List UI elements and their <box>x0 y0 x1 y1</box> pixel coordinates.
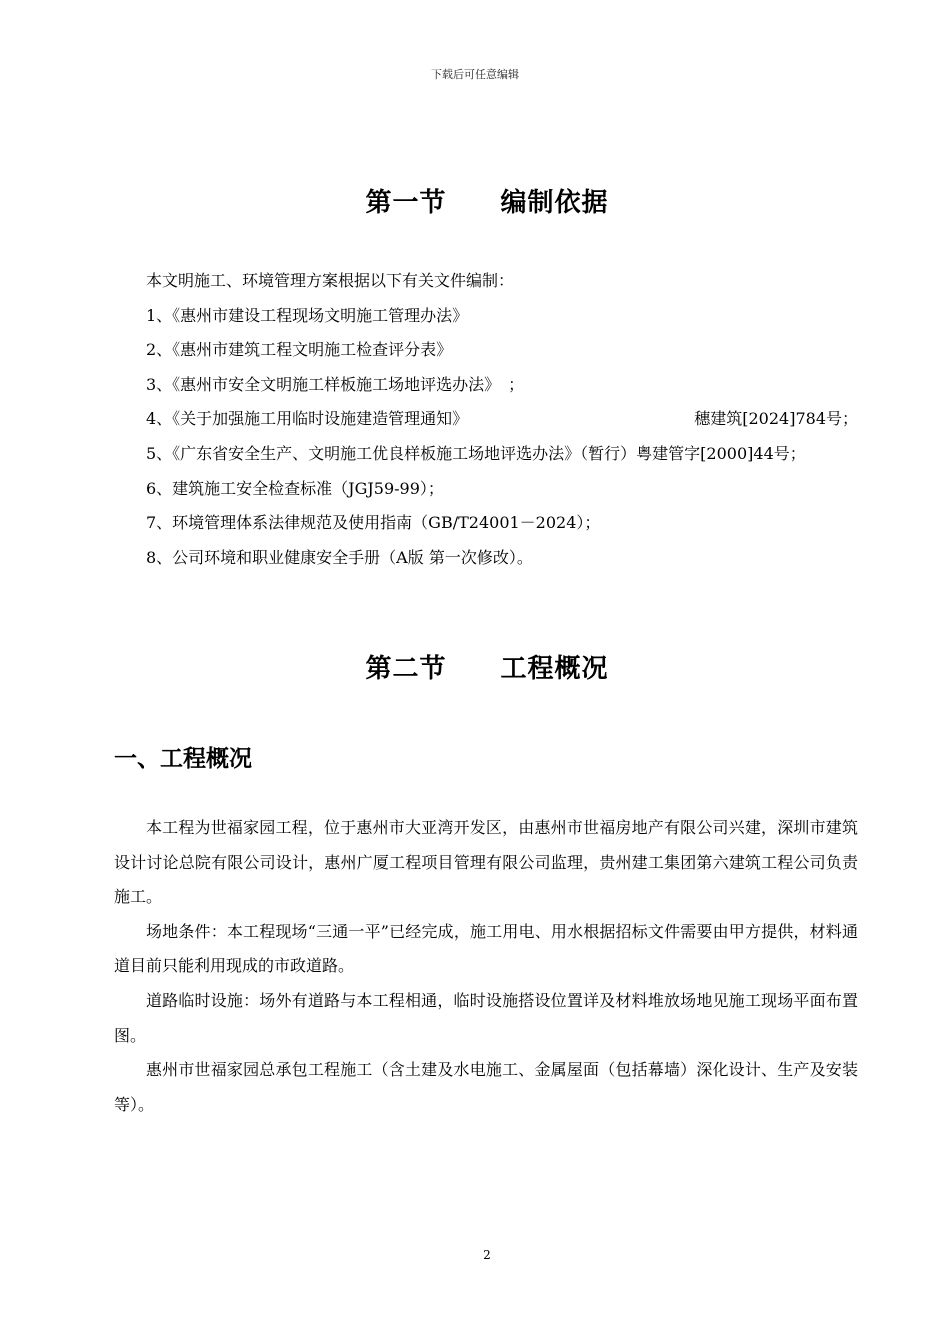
overview-body <box>114 811 858 1122</box>
overview-paragraph-2: 场地条件：本工程现场“三通一平”已经完成，施工用电、用水根据招标文件需要由甲方提供，材料通道目前只能利用现成的市政道路。 <box>114 921 858 976</box>
basis-item-8: 8、公司环境和职业健康安全手册（A版 第一次修改）。 <box>146 547 533 567</box>
overview-paragraph-1: 本工程为世福家园工程，位于惠州市大亚湾开发区，由惠州市世福房地产有限公司兴建，深圳市建筑设计讨论总院有限公司设计，惠州广厦工程项目管理有限公司监理，贵州建工集团第六建筑工程公司负责施工。 <box>114 818 858 907</box>
basis-item-7: 7、环境管理体系法律规范及使用指南（GB/T24001－2024）； <box>146 513 601 533</box>
basis-item-4-row <box>114 402 858 437</box>
basis-intro: 本文明施工、环境管理方案根据以下有关文件编制： <box>146 271 515 290</box>
page-header-note: 下载后可任意编辑 <box>431 68 519 81</box>
basis-item-1: 1、《惠州市建设工程现场文明施工管理办法》 <box>146 305 469 325</box>
overview-paragraph-4: 惠州市世福家园总承包工程施工（含土建及水电施工、金属屋面（包括幕墙）深化设计、生产及安装等）。 <box>114 1060 858 1114</box>
basis-list <box>114 264 858 575</box>
section1-title: 第一节 编制依据 <box>365 188 609 218</box>
overview-paragraph-3: 道路临时设施：场外有道路与本工程相通，临时设施搭设位置详及材料堆放场地见施工现场平面布置图。 <box>114 990 858 1045</box>
section2-title: 第二节 工程概况 <box>365 654 609 684</box>
basis-item-4: 4、《关于加强施工用临时设施建造管理通知》 <box>146 409 469 429</box>
basis-item-4-suffix: 穗建筑[2024]784号； <box>694 409 858 429</box>
overview-subheading: 一、工程概况 <box>114 746 252 772</box>
basis-item-6: 6、建筑施工安全检查标准（JGJ59-99）； <box>146 478 444 498</box>
basis-item-2: 2、《惠州市建筑工程文明施工检查评分表》 <box>146 340 453 360</box>
basis-item-5: 5、《广东省安全生产、文明施工优良样板施工场地评选办法》（暂行）粤建管字[2000]44号； <box>146 443 806 463</box>
basis-item-3: 3、《惠州市安全文明施工样板施工场地评选办法》 ； <box>146 374 525 394</box>
page-number: 2 <box>483 1248 491 1262</box>
